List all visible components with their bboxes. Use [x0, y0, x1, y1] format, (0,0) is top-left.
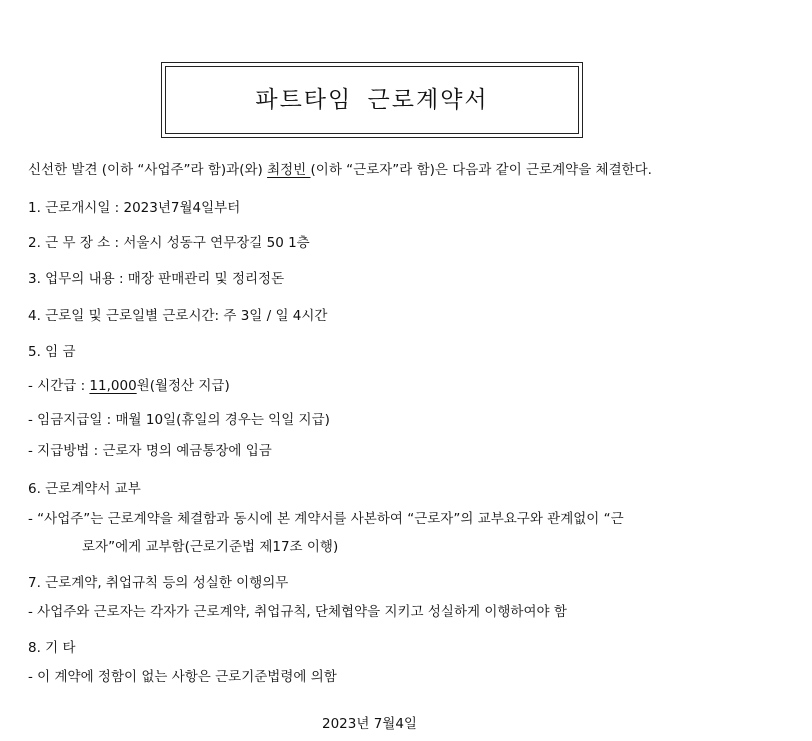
item-contract-copy-line2: 로자”에게 교부함(근로기준법 제17조 이행): [82, 539, 339, 555]
item-duty-heading: 7. 근로계약, 취업규칙 등의 성실한 이행의무: [28, 575, 289, 591]
item-pay-method: - 지급방법 : 근로자 명의 예금통장에 입금: [28, 443, 272, 459]
hourly-wage-amount: 11,000: [89, 378, 137, 394]
item-work-days: 4. 근로일 및 근로일별 근로시간: 주 3일 / 일 4시간: [28, 308, 328, 324]
item-contract-copy-heading: 6. 근로계약서 교부: [28, 481, 141, 497]
intro-prefix: 신선한 발견 (이하 “사업주”라 함)과(와): [28, 162, 268, 178]
hourly-wage-prefix: - 시간급 :: [28, 378, 90, 394]
item-hourly-wage: [28, 377, 230, 395]
item-duty-line: - 사업주와 근로자는 각자가 근로계약, 취업규칙, 단체협약을 지키고 성실하게 이행하여야 함: [28, 604, 567, 620]
item-other-heading: 8. 기 타: [28, 640, 76, 656]
item-pay-day: - 임금지급일 : 매월 10일(휴일의 경우는 익일 지급): [28, 412, 330, 428]
title-box: [161, 62, 583, 138]
hourly-wage-suffix: 원(월정산 지급): [136, 378, 230, 394]
document-title: 파트타임 근로계약서: [255, 86, 489, 113]
employee-name: 최정빈: [267, 162, 311, 178]
item-other-line: - 이 계약에 정함이 없는 사항은 근로기준법령에 의함: [28, 669, 337, 685]
signing-date: 2023년 7월4일: [322, 716, 417, 732]
item-workplace: 2. 근 무 장 소 : 서울시 성동구 연무장길 50 1층: [28, 235, 310, 251]
intro-suffix: (이하 “근로자”라 함)은 다음과 같이 근로계약을 체결한다.: [310, 162, 652, 178]
item-start-date: 1. 근로개시일 : 2023년7월4일부터: [28, 200, 241, 216]
item-contract-copy-line1: - “사업주”는 근로계약을 체결함과 동시에 본 계약서를 사본하여 “근로자”의 교부요구와 관계없이 “근: [28, 511, 624, 527]
item-wage-heading: 5. 임 금: [28, 344, 76, 360]
item-duties: 3. 업무의 내용 : 매장 판매관리 및 정리정돈: [28, 271, 285, 287]
intro-paragraph: [28, 161, 652, 179]
